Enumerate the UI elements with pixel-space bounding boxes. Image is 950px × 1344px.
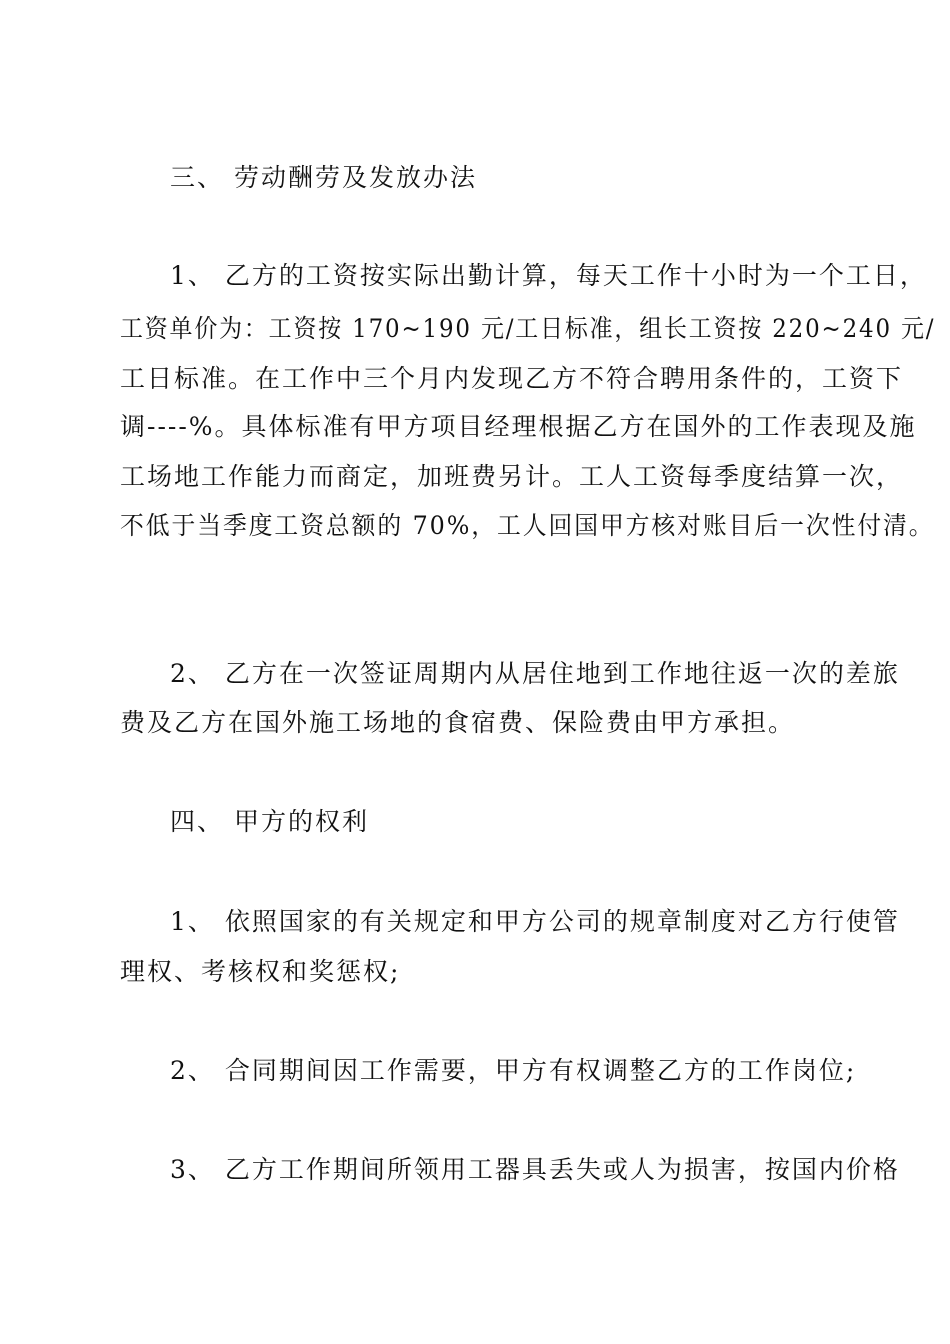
section-heading: 三、 劳动酬劳及发放办法 bbox=[170, 163, 477, 192]
paragraph-line: 工场地工作能力而商定，加班费另计。工人工资每季度结算一次， bbox=[120, 462, 904, 491]
paragraph-line: 费及乙方在国外施工场地的食宿费、保险费由甲方承担。 bbox=[120, 708, 796, 737]
paragraph-line: 不低于当季度工资总额的 70%，工人回国甲方核对账目后一次性付清。 bbox=[120, 511, 935, 540]
paragraph-line: 2、 乙方在一次签证周期内从居住地到工作地往返一次的差旅 bbox=[170, 659, 900, 688]
paragraph-line: 3、 乙方工作期间所领用工器具丢失或人为损害，按国内价格 bbox=[170, 1155, 900, 1184]
paragraph-line: 1、 乙方的工资按实际出勤计算，每天工作十小时为一个工日， bbox=[170, 261, 927, 290]
section-heading: 四、 甲方的权利 bbox=[170, 807, 369, 836]
paragraph-line: 2、 合同期间因工作需要，甲方有权调整乙方的工作岗位; bbox=[170, 1056, 857, 1085]
paragraph-line: 工资单价为：工资按 170~190 元/工日标准，组长工资按 220~240 元/ bbox=[120, 314, 936, 343]
paragraph-line: 1、 依照国家的有关规定和甲方公司的规章制度对乙方行使管 bbox=[170, 907, 900, 936]
paragraph-line: 调----%。具体标准有甲方项目经理根据乙方在国外的工作表现及施 bbox=[120, 412, 917, 441]
paragraph-line: 理权、考核权和奖惩权; bbox=[120, 957, 401, 986]
paragraph-line: 工日标准。在工作中三个月内发现乙方不符合聘用条件的，工资下 bbox=[120, 364, 904, 393]
